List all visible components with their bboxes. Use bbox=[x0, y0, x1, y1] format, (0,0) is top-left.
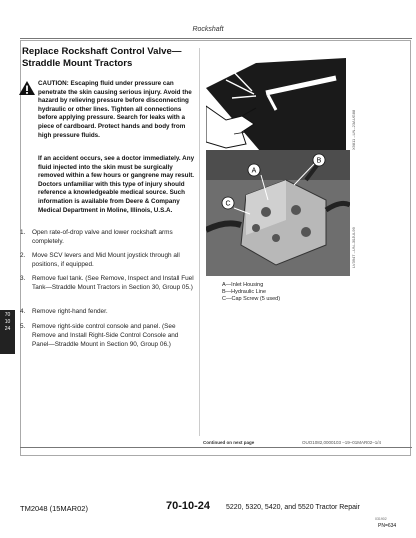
step-text: Open rate-of-drop valve and lower rockshaft arms completely. bbox=[32, 229, 173, 245]
footer-doc-id: TM2048 (15MAR02) bbox=[20, 504, 88, 513]
callout-c: C bbox=[225, 200, 231, 208]
continued-note: Continued on next page bbox=[203, 440, 255, 445]
accident-text: If an accident occurs, see a doctor immediately. Any fluid injected into the skin must be surgically removed within a few hours or gangrene may result. Doctors unfamiliar with this type of injury should reference a knowledgeable medical source. Such information is available from Deere & Company Medical Department in Moline, Illinois, U.S.A. bbox=[38, 155, 195, 214]
step-text: Move SCV levers and Mid Mount joystick through all positions, if equipped. bbox=[32, 252, 180, 268]
tab-page-number: 24 bbox=[4, 326, 11, 332]
step-number: 1. bbox=[20, 229, 26, 236]
figure-code: LV3947 –UN–30JUL99 bbox=[351, 227, 356, 268]
section-title: Replace Rockshaft Control Valve—Straddle Mount Tractors bbox=[22, 46, 182, 69]
tab-section-number: 70 bbox=[4, 312, 11, 318]
step-text: Remove right-side control console and panel. (See Remove and Install Right-Side Control Console and Panel—Straddle Mount in Section 90, Group 06.) bbox=[32, 323, 179, 348]
section-header: Rockshaft bbox=[192, 26, 224, 33]
legend-item: B—Hydraulic Line bbox=[222, 289, 267, 295]
footer-page-number: PN=634 bbox=[378, 523, 397, 529]
step-number: 3. bbox=[20, 275, 26, 282]
callout-b: B bbox=[316, 157, 322, 165]
section-tab bbox=[0, 310, 15, 354]
footer-rule bbox=[20, 447, 412, 448]
step-number: 5. bbox=[20, 323, 26, 330]
footer-models: 5220, 5320, 5420, and 5520 Tractor Repair bbox=[226, 504, 360, 511]
footer-page-ref: 70-10-24 bbox=[166, 500, 211, 512]
legend-item: A—Inlet Housing bbox=[222, 282, 264, 288]
footer-date: 031902 bbox=[375, 517, 387, 521]
reference-code: OUO1082,0000103 –19–01MAR02–1/4 bbox=[302, 440, 382, 445]
legend-item: C—Cap Screw (5 used) bbox=[222, 296, 281, 302]
tab-group-number: 10 bbox=[4, 319, 11, 325]
step-text: Remove fuel tank. (See Remove, Inspect and Install Fuel Tank—Straddle Mount Tractors in Section 30, Group 05.) bbox=[32, 275, 194, 291]
step-text: Remove right-hand fender. bbox=[32, 308, 108, 315]
warning-triangle-icon bbox=[18, 80, 36, 96]
figure-code: X9811 –UN–23AUG88 bbox=[351, 109, 356, 150]
high-pressure-hazard-illustration bbox=[206, 58, 346, 158]
callout-a: A bbox=[251, 167, 257, 175]
step-number: 4. bbox=[20, 308, 26, 315]
control-valve-photo bbox=[206, 150, 350, 276]
header-rule bbox=[20, 38, 412, 39]
step-number: 2. bbox=[20, 252, 26, 259]
caution-text: CAUTION: Escaping fluid under pressure can penetrate the skin causing serious injury. Avoid the hazard by relieving pressure before disconnecting hydraulic or other lines. Tighten all connections before applying pressure. Search for leaks with a piece of cardboard. Protect hands and body from high pressure fluids. bbox=[38, 80, 192, 139]
